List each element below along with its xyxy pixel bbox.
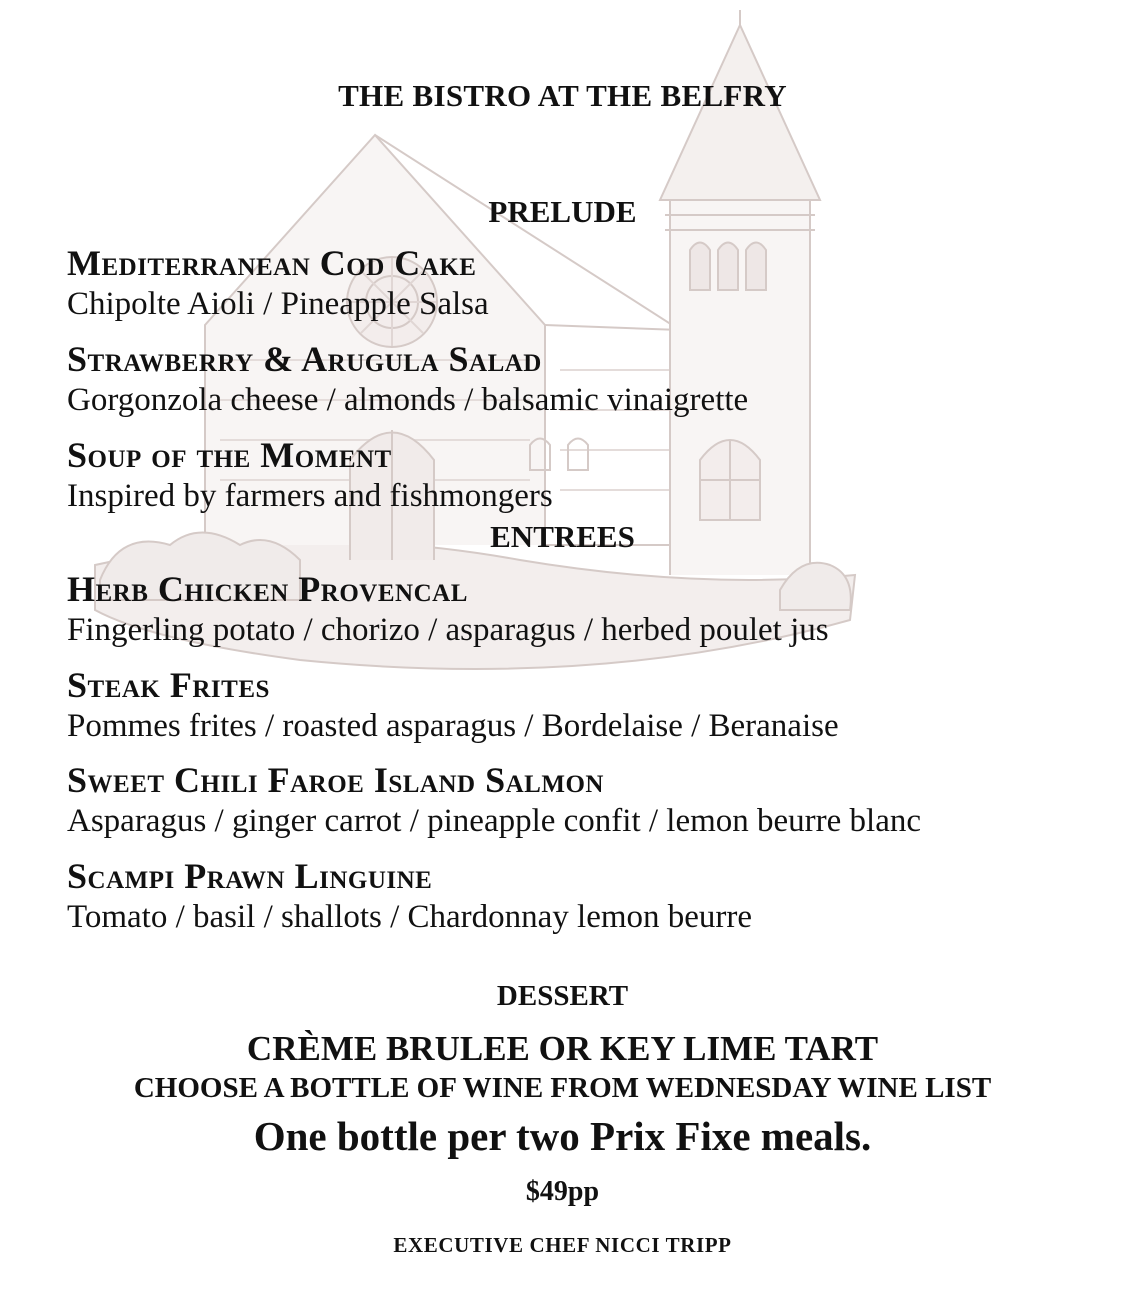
entree-item-description: Asparagus / ginger carrot / pineapple confit / lemon beurre blanc — [67, 803, 922, 839]
price: $49pp — [525, 1176, 600, 1207]
prelude-heading: PRELUDE — [488, 194, 637, 229]
prelude-item-description: Chipolte Aioli / Pineapple Salsa — [67, 286, 489, 322]
prelude-item-name: Soup of the Moment — [67, 435, 392, 475]
entree-item-description: Fingerling potato / chorizo / asparagus / herbed poulet jus — [67, 612, 829, 648]
dessert-choice: CRÈME BRULEE OR KEY LIME TART — [246, 1029, 879, 1068]
dessert-heading: DESSERT — [496, 980, 629, 1012]
entree-item-name: Herb Chicken Provencal — [67, 569, 468, 609]
entree-item-name: Steak Frites — [67, 665, 270, 705]
restaurant-name: THE BISTRO AT THE BELFRY — [338, 78, 787, 113]
bottle-note: One bottle per two Prix Fixe meals. — [253, 1113, 872, 1159]
prelude-item-description: Gorgonzola cheese / almonds / balsamic vinaigrette — [67, 382, 749, 418]
wine-offer: CHOOSE A BOTTLE OF WINE FROM WEDNESDAY WINE LIST — [133, 1072, 992, 1104]
entree-item-description: Tomato / basil / shallots / Chardonnay lemon beurre — [67, 899, 753, 935]
prelude-item-name: Strawberry & Arugula Salad — [67, 339, 542, 379]
executive-chef: EXECUTIVE CHEF NICCI TRIPP — [393, 1233, 732, 1257]
prelude-item-name: Mediterranean Cod Cake — [67, 243, 477, 283]
entree-item-description: Pommes frites / roasted asparagus / Bordelaise / Beranaise — [67, 708, 839, 744]
entree-item-name: Sweet Chili Faroe Island Salmon — [67, 760, 604, 800]
entrees-heading: ENTREES — [490, 519, 635, 554]
entree-item-name: Scampi Prawn Linguine — [67, 856, 433, 896]
prelude-item-description: Inspired by farmers and fishmongers — [67, 478, 553, 514]
